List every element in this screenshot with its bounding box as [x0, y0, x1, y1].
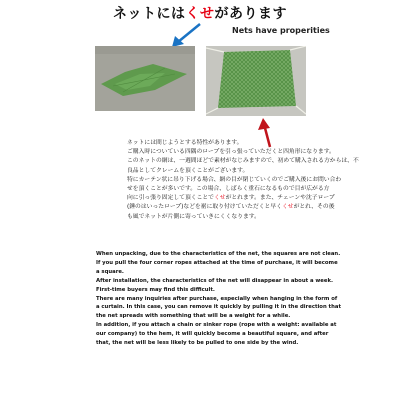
- en-line: When unpacking, due to the characteristics of the net, the squares are not clean.: [96, 251, 341, 257]
- bunched-net-image: [95, 46, 195, 111]
- en-line: a curtain. In this case, you can remove it quickly by pulling it in the direction that: [96, 304, 341, 311]
- jp-line: (錘のはいったロープ)などを裾に取り付けていただくと早く: [127, 204, 282, 211]
- jp-line: 良品としてクレームを頂くことがございます。: [127, 167, 249, 174]
- en-line: a square.: [96, 268, 124, 275]
- title-text-before: ネットには: [113, 6, 186, 22]
- en-line: There are many inquiries after purchase, especially when hanging in the form of: [96, 295, 338, 302]
- jp-line: ネットには間じようとする特性があります。: [127, 140, 243, 146]
- en-line: the net spreads with something that will be a weight for a while.: [96, 313, 291, 320]
- jp-line: せを頂くことが多いです。この場合、しばらく重石になるもので目が広がる方: [127, 186, 330, 193]
- jp-line: 特にカーテン状に吊り下げる場合、網の目が閉じていくのでご購入後にお問い合わ: [127, 176, 342, 183]
- square-net-image: [206, 46, 306, 116]
- en-line: our company) to the hem, it will quickly become a beautiful square, and after: [96, 331, 329, 338]
- bunched-net-photo: [95, 46, 195, 111]
- en-line: In addition, if you attach a chain or sinker rope (rope with a weight: available at: [96, 322, 337, 329]
- jp-line: がとれます。また、チェーンや沈子ロープ: [225, 195, 335, 202]
- jp-line: 向に引っ張り固定して頂くことで: [127, 195, 214, 202]
- title-highlight: くせ: [185, 6, 215, 22]
- japanese-description: [127, 139, 397, 222]
- jp-line: も風でネットが片側に寄っていきにくくなります。: [127, 213, 260, 220]
- jp-highlight: くせ: [213, 195, 226, 202]
- en-line: If you pull the four corner ropes attached at the time of purchase, it will become: [96, 259, 338, 266]
- english-description: [96, 250, 398, 348]
- subtitle: Nets have properities: [232, 26, 330, 35]
- arrow-down-left-icon: [170, 22, 202, 48]
- en-line: that, the net will be less likely to be pulled to one side by the wind.: [96, 340, 299, 347]
- jp-line: がとれ、その後: [293, 204, 335, 211]
- jp-highlight: くせ: [281, 204, 294, 211]
- page-title: [0, 3, 400, 23]
- en-line: First-time buyers may find this difficult.: [96, 286, 215, 293]
- square-net-photo: [206, 46, 306, 116]
- jp-line: このネットの網は、一週間ほどで素材がなじみますので、初めて購入される方からは、不: [127, 158, 359, 165]
- en-line: After installation, the characteristics of the net will disappear in about a week.: [96, 277, 333, 284]
- title-text-after: があります: [214, 6, 287, 22]
- jp-line: ご購入時についている四隅のロープを引っ張っていただくと四角形になります。: [127, 149, 335, 156]
